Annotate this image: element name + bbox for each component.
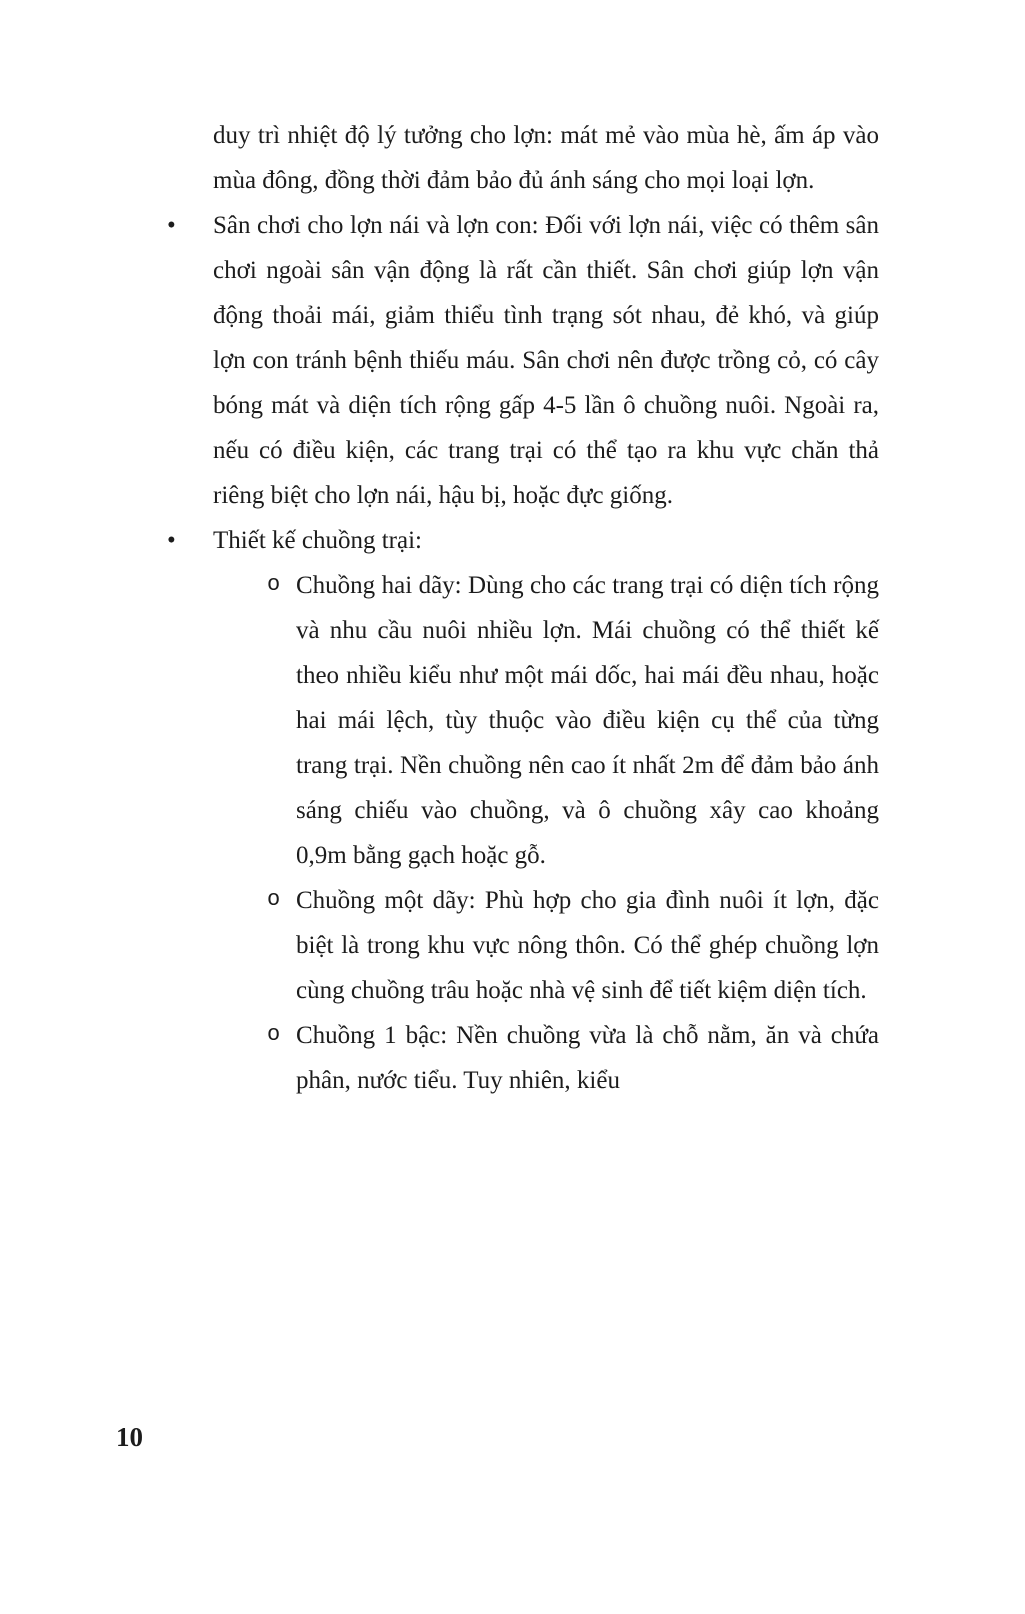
- bullet-item-playground: [167, 203, 879, 518]
- circle-bullet-icon: o: [267, 887, 281, 912]
- sub-bullet-item-two-rows: [267, 563, 879, 878]
- page-number: 10: [116, 1422, 143, 1452]
- sub-bullet-text: Chuồng một dãy: Phù hợp cho gia đình nuôi ít lợn, đặc biệt là trong khu vực nông thôn. Có thể ghép chuồng lợn cùng chuồng trâu hoặc nhà vệ sinh để tiết kiệm diện tích.: [296, 887, 879, 1004]
- bullet-item-barn-design: [167, 518, 879, 563]
- paragraph-continuation: duy trì nhiệt độ lý tưởng cho lợn: mát mẻ vào mùa hè, ấm áp vào mùa đông, đồng thời đảm bảo đủ ánh sáng cho mọi loại lợn.: [213, 122, 879, 194]
- sub-bullet-item-one-step: [267, 1013, 879, 1103]
- bullet-text: Thiết kế chuồng trại:: [213, 527, 422, 554]
- sub-bullet-text: Chuồng hai dãy: Dùng cho các trang trại có diện tích rộng và nhu cầu nuôi nhiều lợn. Mái chuồng có thể thiết kế theo nhiều kiểu như một mái dốc, hai mái đều nhau, hoặc hai mái lệch, tùy thuộc vào điều kiện cụ thể của từng trang trại. Nền chuồng nên cao ít nhất 2m để đảm bảo ánh sáng chiếu vào chuồng, và ô chuồng xây cao khoảng 0,9m bằng gạch hoặc gỗ.: [296, 572, 879, 869]
- sub-bullet-list: [213, 563, 879, 1103]
- bullet-dot-icon: •: [167, 527, 176, 554]
- sub-bullet-item-one-row: [267, 878, 879, 1013]
- circle-bullet-icon: o: [267, 1022, 281, 1047]
- bullet-dot-icon: •: [167, 212, 176, 239]
- bullet-text: Sân chơi cho lợn nái và lợn con: Đối với lợn nái, việc có thêm sân chơi ngoài sân vận động là rất cần thiết. Sân chơi giúp lợn vận động thoải mái, giảm thiểu tình trạng sót nhau, đẻ khó, và giúp lợn con tránh bệnh thiếu máu. Sân chơi nên được trồng cỏ, có cây bóng mát và diện tích rộng gấp 4-5 lần ô chuồng nuôi. Ngoài ra, nếu có điều kiện, các trang trại có thể tạo ra khu vực chăn thả riêng biệt cho lợn nái, hậu bị, hoặc đực giống.: [213, 212, 879, 509]
- sub-bullet-text: Chuồng 1 bậc: Nền chuồng vừa là chỗ nằm, ăn và chứa phân, nước tiểu. Tuy nhiên, kiểu: [296, 1022, 879, 1094]
- circle-bullet-icon: o: [267, 572, 281, 597]
- page-content: [167, 113, 879, 1103]
